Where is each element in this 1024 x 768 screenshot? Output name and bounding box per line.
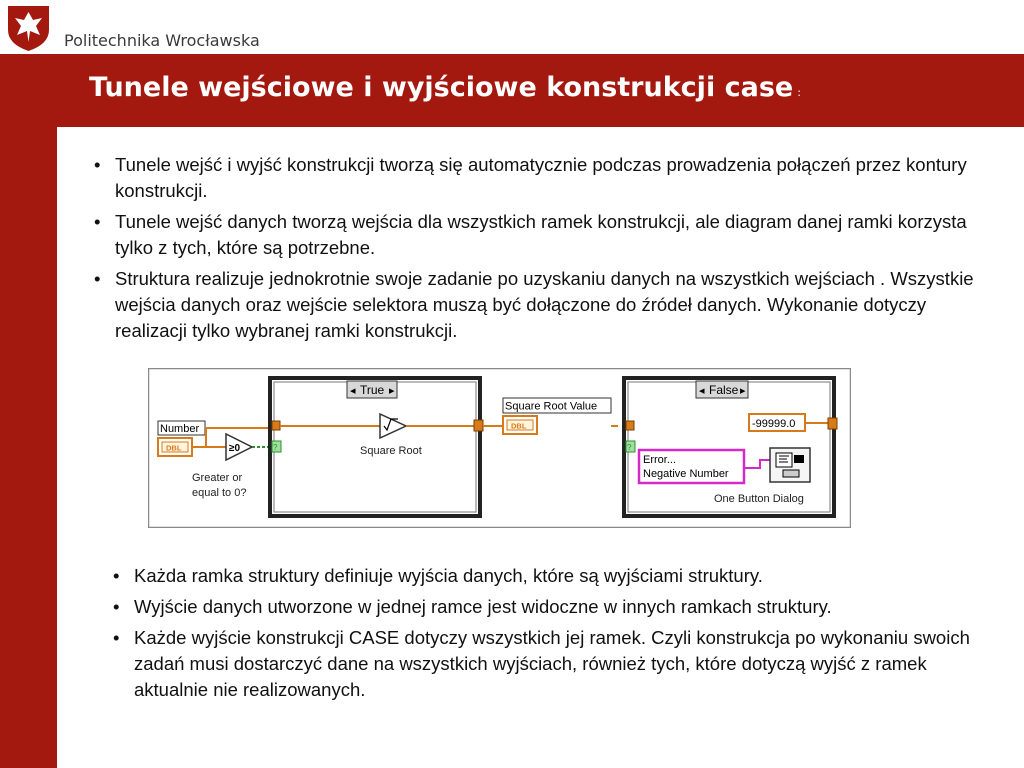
- svg-text:?: ?: [627, 443, 632, 452]
- one-button-dialog-icon: [770, 448, 810, 482]
- svg-text:?: ?: [273, 443, 278, 452]
- number-label: Number: [160, 423, 200, 435]
- university-logo: [0, 0, 57, 54]
- university-name: Politechnika Wrocławska: [64, 31, 260, 50]
- case-structure-false: [624, 378, 837, 516]
- bottom-bullet-list: [113, 563, 993, 708]
- dbl-type-label: DBL: [166, 443, 182, 453]
- error-line2: Negative Number: [643, 468, 729, 480]
- error-line1: Error...: [643, 454, 677, 466]
- title-bar: [57, 54, 1024, 127]
- error-message-constant: [639, 450, 744, 483]
- svg-text:▸: ▸: [389, 385, 395, 397]
- dbl-type-label-out: DBL: [511, 421, 527, 431]
- title-suffix: :: [797, 86, 801, 99]
- svg-text:◂: ◂: [350, 385, 356, 397]
- bullet-item: • Każda ramka struktury definiuje wyjścia danych, które są wyjściami struktury.: [113, 563, 993, 589]
- top-bullet-list: [94, 152, 974, 349]
- left-accent-bar: [0, 54, 57, 768]
- negative-constant-value: -99999.0: [752, 418, 796, 430]
- case-selector-false: False: [709, 383, 739, 397]
- one-button-dialog-label: One Button Dialog: [714, 493, 804, 505]
- square-root-value-label: Square Root Value: [505, 400, 598, 413]
- svg-text:▸: ▸: [740, 385, 746, 397]
- bullet-item: • Tunele wejść i wyjść konstrukcji tworzą się automatycznie podczas prowadzenia połączeń przez kontury konstrukcji.: [94, 152, 974, 204]
- bullet-item: • Wyjście danych utworzone w jednej ramce jest widoczne w innych ramkach struktury.: [113, 594, 993, 620]
- square-root-label: Square Root: [360, 445, 422, 457]
- slide-title: Tunele wejściowe i wyjściowe konstrukcji case :: [89, 72, 801, 103]
- case-selector-true: True: [360, 383, 385, 397]
- bullet-item: • Struktura realizuje jednokrotnie swoje zadanie po uzyskaniu danych na wszystkich wejściach . Wszystkie wejścia danych oraz wejście selektora muszą być dołączone do źródeł danych. Wykonanie dotyczy realizacji tylko wybranej ramki konstrukcji.: [94, 266, 974, 344]
- svg-text:◂: ◂: [699, 385, 705, 397]
- case-structure-true: [270, 378, 483, 516]
- compare-caption-line2: equal to 0?: [192, 487, 247, 499]
- bullet-item: • Tunele wejść danych tworzą wejścia dla wszystkich ramek konstrukcji, ale diagram danej ramki korzysta tylko z tych, które są potrzebne.: [94, 209, 974, 261]
- bullet-item: • Każde wyjście konstrukcji CASE dotyczy wszystkich jej ramek. Czyli konstrukcja po wykonaniu swoich zadań musi dostarczyć dane na wszystkich wyjściach, również tych, które dotyczą wyjść z ramek aktualnie nie realizowanych.: [113, 625, 993, 703]
- svg-text:≥0: ≥0: [229, 443, 241, 454]
- compare-caption-line1: Greater or: [192, 472, 243, 484]
- labview-block-diagram: [148, 368, 851, 528]
